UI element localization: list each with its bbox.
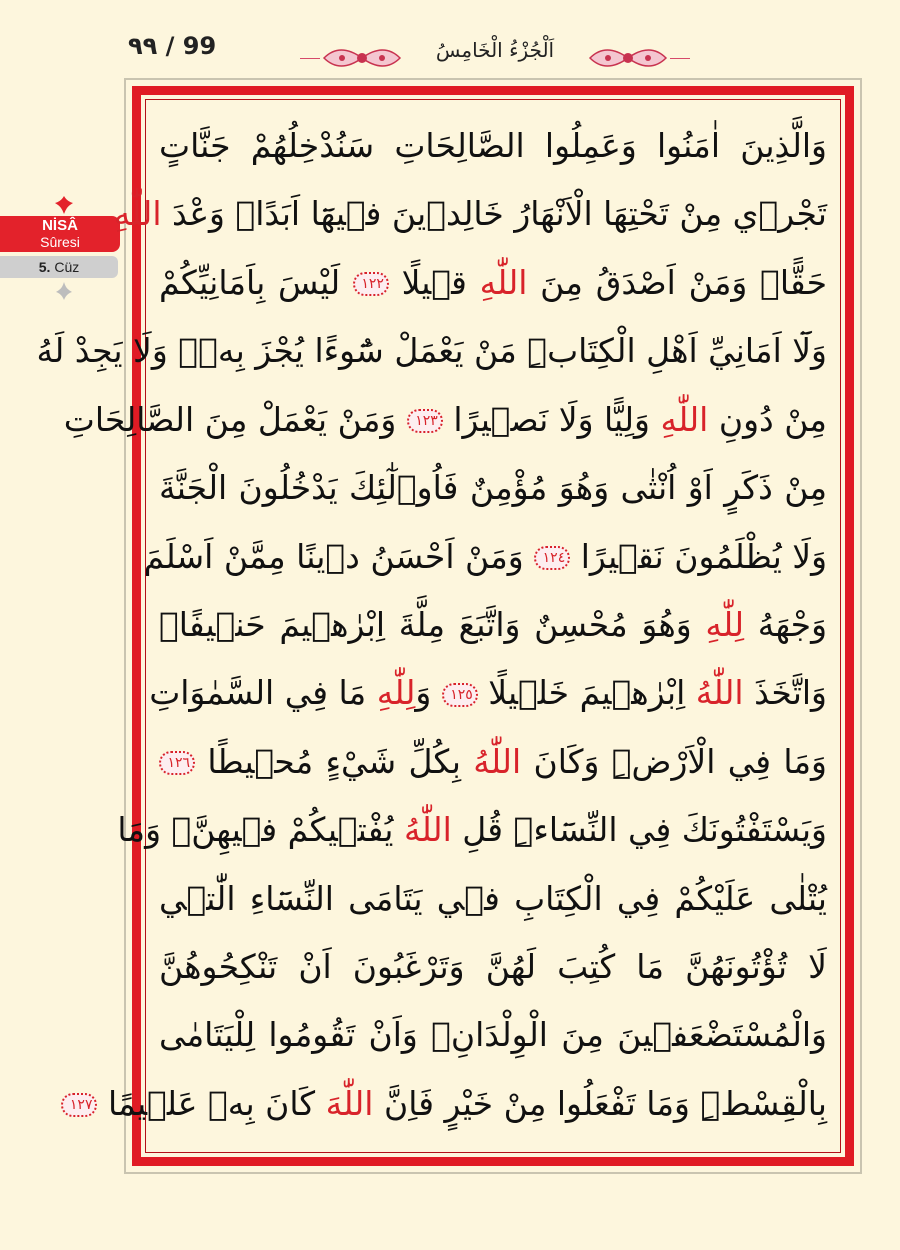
ayah-text: بِكُلِّ شَيْءٍ مُحٖيطًا	[195, 741, 474, 781]
divine-name: اللّٰهُ	[695, 673, 744, 713]
header-rule-right	[670, 58, 690, 59]
ayah-text: وَمَنْ اَحْسَنُ دٖينًا مِمَّنْ اَسْلَمَ	[143, 536, 535, 576]
ayah-text: قٖيلًا	[388, 262, 480, 302]
fleur-ornament-icon	[52, 194, 76, 218]
divine-name: لِلّٰهِ	[376, 673, 416, 713]
ayah-line	[69, 1071, 827, 1139]
floral-ornament-icon	[586, 40, 670, 76]
ayah-text: وَمَنْ يَعْمَلْ مِنَ الصَّالِحَاتِ	[63, 399, 407, 439]
fleur-ornament-icon	[54, 280, 74, 302]
ayah-line	[117, 797, 827, 865]
ayah-text: وَالْمُسْتَضْعَفٖينَ مِنَ الْوِلْدَانِۙ وَاَنْ تَقُومُوا لِلْيَتَامٰى	[159, 1015, 827, 1055]
juz-header	[300, 32, 690, 76]
ayah-text: حَقًّاۜ وَمَنْ اَصْدَقُ مِنَ	[527, 262, 827, 302]
ayah-text: وَيَسْتَفْتُونَكَ فِي النِّسَٓاءِۜ قُلِ	[451, 810, 827, 850]
ayah-text: وَجْهَهُ	[744, 604, 828, 644]
ayah-text: يُتْلٰى عَلَيْكُمْ فِي الْكِتَابِ فٖي يَتَامَى النِّسَٓاءِ الّٰتٖي	[159, 878, 827, 918]
ayah-text: وَالَّذِينَ اٰمَنُوا وَعَمِلُوا الصَّالِحَاتِ سَنُدْخِلُهُمْ جَنَّاتٍ	[159, 126, 827, 165]
ayah-line	[159, 1002, 827, 1070]
ayah-line	[159, 455, 827, 523]
ayah-line	[159, 113, 827, 181]
ayah-text: وَمَا فِي الْاَرْضِۜ وَكَانَ	[521, 741, 827, 781]
ayah-text: وَلَا يُظْلَمُونَ نَقٖيرًا	[570, 536, 827, 576]
ayah-text: يُفْتٖيكُمْ فٖيهِنَّۙ وَمَا	[117, 810, 404, 850]
verse-number-marker: ١٢٦	[159, 751, 195, 775]
verse-number-marker: ١٢٧	[61, 1093, 97, 1117]
divine-name: اللّٰهَ	[325, 1083, 374, 1123]
divine-name: اللّٰهُ	[473, 741, 522, 781]
ayah-text: كَانَ بِهٖ عَلٖيمًا	[97, 1083, 326, 1123]
divine-name: اللّٰهِ	[479, 262, 528, 302]
ayah-line	[149, 660, 827, 728]
ayah-text: بِالْقِسْطِۜ وَمَا تَفْعَلُوا مِنْ خَيْرٍ فَاِنَّ	[373, 1083, 827, 1123]
surah-name: NİSÂ	[42, 217, 78, 234]
ayah-text: مِنْ ذَكَرٍ اَوْ اُنْثٰى وَهُوَ مُؤْمِنٌ فَاُو۬لٰٓئِكَ يَدْخُلُونَ الْجَنَّةَ	[159, 468, 827, 508]
ayah-line	[159, 592, 827, 660]
divine-name: اللّٰهِ	[113, 194, 162, 234]
ayah-text: اِبْرٰهٖيمَ خَلٖيلًا	[477, 673, 696, 713]
surah-suffix: Sûresi	[40, 234, 80, 250]
ayah-line	[143, 524, 827, 592]
ayah-text: لَيْسَ بِاَمَانِيِّكُمْ	[159, 262, 353, 302]
verse-number-marker: ١٢٣	[407, 409, 443, 433]
verse-number-marker: ١٢٢	[353, 272, 389, 296]
ayah-text: لَا تُؤْتُونَهُنَّ مَا كُتِبَ لَهُنَّ وَتَرْغَبُونَ اَنْ تَنْكِحُوهُنَّ	[159, 947, 827, 987]
ayah-line	[113, 181, 827, 249]
ayah-text: وَلَٓا اَمَانِيِّ اَهْلِ الْكِتَابِۜ مَنْ يَعْمَلْ سُٓوءًا يُجْزَ بِهٖۙ وَلَا يَجِدْ لَهُ	[36, 331, 827, 371]
ayah-text: مِنْ دُونِ	[708, 399, 827, 439]
juz-title: اَلْجُزْءُ الْخَامِسُ	[435, 38, 555, 62]
ayah-text: وَ	[415, 673, 442, 713]
divine-name: لِلّٰهِ	[705, 604, 745, 644]
ayah-text: وَهُوَ مُحْسِنٌ وَاتَّبَعَ مِلَّةَ اِبْرٰهٖيمَ حَنٖيفًاۜ	[159, 604, 706, 644]
juz-label-text: Cüz	[54, 259, 80, 275]
surah-label	[0, 216, 120, 252]
ayah-line	[159, 866, 827, 934]
ayah-line	[159, 250, 827, 318]
verse-number-marker: ١٢٥	[442, 683, 478, 707]
ayah-text: وَاتَّخَذَ	[743, 673, 827, 713]
ayah-text: مَا فِي السَّمٰوَاتِ	[149, 673, 377, 713]
ayah-text: تَجْرٖي مِنْ تَحْتِهَا الْاَنْهَارُ خَالِدٖينَ فٖيهَٓا اَبَدًاۜ وَعْدَ	[161, 194, 827, 234]
verse-number-marker: ١٢٤	[534, 546, 570, 570]
divine-name: اللّٰهِ	[660, 399, 709, 439]
divine-name: اللّٰهُ	[403, 810, 452, 850]
ayah-text: وَلِيًّا وَلَا نَصٖيرًا	[442, 399, 661, 439]
ayah-line	[159, 934, 827, 1002]
surah-tab[interactable]	[0, 194, 120, 304]
ayah-line	[36, 318, 827, 386]
ayah-line	[63, 387, 827, 455]
ayah-line	[159, 729, 827, 797]
page-number: ٩٩ / 99	[128, 32, 217, 60]
juz-number: 5.	[38, 259, 51, 275]
juz-label	[0, 256, 118, 278]
